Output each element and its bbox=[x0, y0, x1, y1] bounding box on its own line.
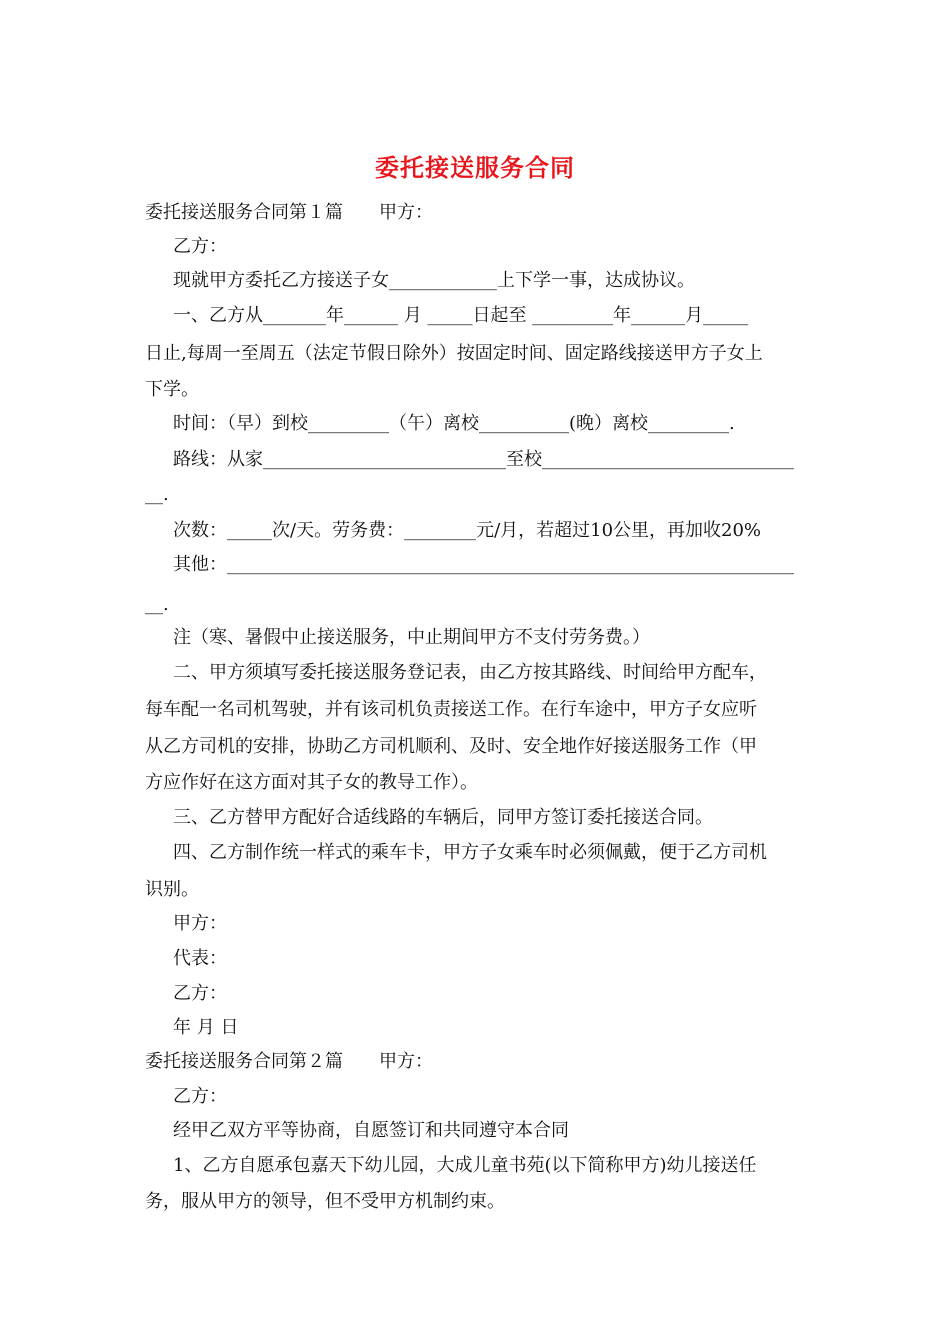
document-title: 委托接送服务合同 bbox=[375, 153, 575, 182]
clause-2-line: 二、甲方须填写委托接送服务登记表，由乙方按其路线、时间给甲方配车， bbox=[173, 662, 767, 683]
paragraph-line: 经甲乙双方平等协商，自愿签订和共同遵守本合同 bbox=[173, 1120, 569, 1141]
section-heading-1: 委托接送服务合同第１篇 甲方： bbox=[145, 202, 433, 223]
clause-2-line: 从乙方司机的安排，协助乙方司机顺利、及时、安全地作好接送服务工作（甲 bbox=[145, 736, 757, 757]
note-line: 注（寒、暑假中止接送服务，中止期间甲方不支付劳务费。） bbox=[173, 627, 650, 648]
clause-1-line: 日止,每周一至周五（法定节假日除外）按固定时间、固定路线接送甲方子女上 bbox=[145, 343, 763, 364]
other-line-end: __. bbox=[145, 594, 169, 615]
clause-3-line: 三、乙方替甲方配好合适线路的车辆后，同甲方签订委托接送合同。 bbox=[173, 807, 713, 828]
clause-4-line: 四、乙方制作统一样式的乘车卡，甲方子女乘车时必须佩戴，便于乙方司机 bbox=[173, 842, 767, 863]
clause-1-line: 一、乙方从_______年______ 月 _____日起至 _________年______月_____ bbox=[173, 305, 749, 326]
paragraph-line: 现就甲方委托乙方接送子女____________上下学一事，达成协议。 bbox=[173, 270, 695, 291]
frequency-fee-line: 次数：_____次/天。劳务费：________元/月，若超过10公里，再加收20% bbox=[173, 520, 762, 541]
clause-2-line: 方应作好在这方面对其子女的教导工作）。 bbox=[145, 772, 478, 793]
route-line-end: __. bbox=[145, 484, 169, 505]
time-line: 时间：（早）到校_________（午）离校__________(晚）离校_________. bbox=[173, 413, 735, 434]
signature-party-b: 乙方： bbox=[173, 983, 227, 1004]
article-1-line: 1、乙方自愿承包嘉天下幼儿园，大成儿童书苑(以下简称甲方)幼儿接送任 bbox=[173, 1155, 757, 1176]
party-b-line: 乙方： bbox=[173, 1086, 227, 1107]
signature-party-a: 甲方： bbox=[173, 913, 227, 934]
other-line: 其他：_______________________________________________________________ bbox=[173, 554, 794, 575]
clause-2-line: 每车配一名司机驾驶，并有该司机负责接送工作。在行车途中，甲方子女应听 bbox=[145, 699, 757, 720]
signature-representative: 代表： bbox=[173, 948, 227, 969]
party-b-line: 乙方： bbox=[173, 236, 227, 257]
article-1-line: 务，服从甲方的领导，但不受甲方机制约束。 bbox=[145, 1191, 505, 1212]
route-line: 路线：从家___________________________至校____________________________ bbox=[173, 449, 794, 470]
signature-date: 年 月 日 bbox=[173, 1017, 239, 1038]
clause-1-line: 下学。 bbox=[145, 379, 199, 400]
section-heading-2: 委托接送服务合同第２篇 甲方： bbox=[145, 1051, 433, 1072]
clause-4-line: 识别。 bbox=[145, 879, 199, 900]
